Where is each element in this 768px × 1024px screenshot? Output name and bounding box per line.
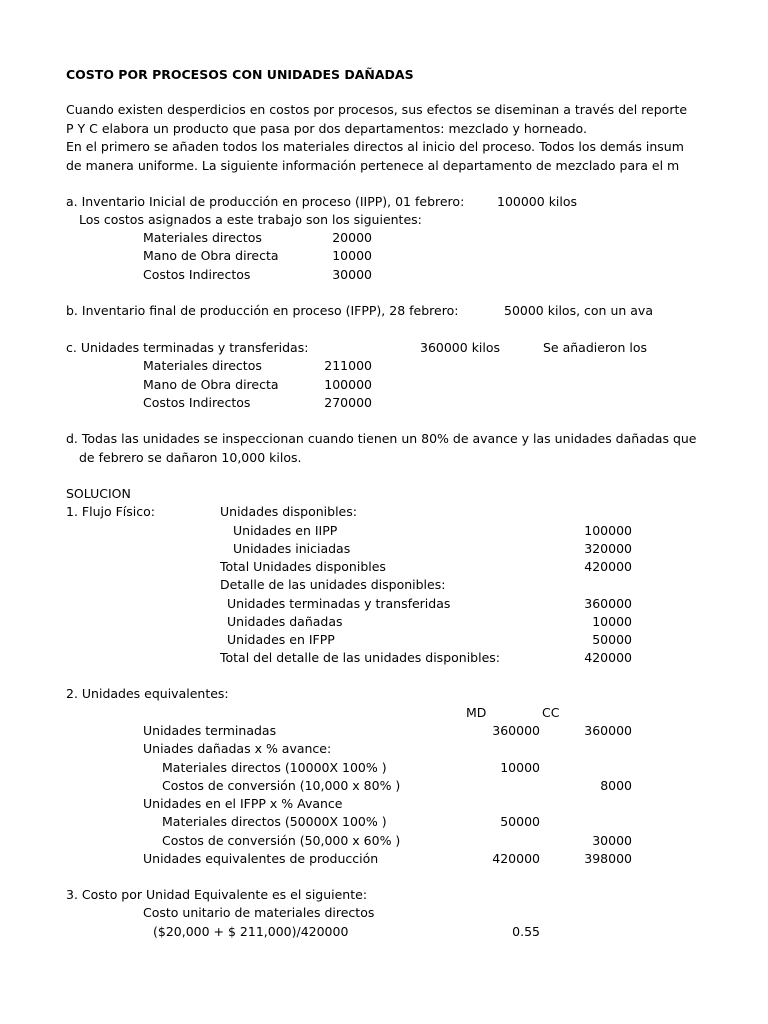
section-c-row-label: Costos Indirectos [143, 395, 251, 410]
section-a-text: a. Inventario Inicial de producción en proceso (IIPP), 01 febrero: [66, 194, 465, 209]
section-c-row-label: Materiales directos [143, 358, 262, 373]
solution-title: SOLUCION [66, 486, 131, 501]
section-c-qty: 360000 kilos [420, 340, 501, 355]
finished-units-value: 360000 [584, 596, 632, 611]
eq-spoiled-label: Uniades dañadas x % avance: [143, 741, 332, 756]
started-units-label: Unidades iniciadas [233, 541, 351, 556]
eq-ifpp-cc-label: Costos de conversión (50,000 x 60% ) [162, 833, 401, 848]
physical-flow-label: 1. Flujo Físico: [66, 504, 155, 519]
ifpp-units-value: 50000 [592, 632, 632, 647]
iipp-units-value: 100000 [584, 523, 632, 538]
total-available-label: Total Unidades disponibles [220, 559, 386, 574]
column-header-cc: CC [542, 705, 560, 720]
section-b-qty: 50000 kilos, con un ava [504, 303, 653, 318]
total-detail-label: Total del detalle de las unidades disponibles: [220, 650, 500, 665]
intro-line-3: En el primero se añaden todos los materiales directos al inicio del proceso. Todos los demás insum [66, 139, 684, 154]
eq-ifpp-label: Unidades en el IFPP x % Avance [143, 796, 343, 811]
section-d-line-2: de febrero se dañaron 10,000 kilos. [79, 450, 302, 465]
started-units-value: 320000 [584, 541, 632, 556]
section-a-row-value: 20000 [332, 230, 372, 245]
column-header-md: MD [466, 705, 487, 720]
intro-line-2: P Y C elabora un producto que pasa por dos departamentos: mezclado y horneado. [66, 121, 587, 136]
detail-label: Detalle de las unidades disponibles: [220, 577, 446, 592]
unit-cost-md-label: Costo unitario de materiales directos [143, 905, 375, 920]
eq-spoiled-cc-value: 8000 [600, 778, 632, 793]
intro-line-1: Cuando existen desperdicios en costos por procesos, sus efectos se diseminan a través del reporte [66, 102, 688, 117]
finished-units-label: Unidades terminadas y transferidas [227, 596, 451, 611]
section-a-row-value: 10000 [332, 248, 372, 263]
total-available-value: 420000 [584, 559, 632, 574]
section-b-text: b. Inventario final de producción en proceso (IFPP), 28 febrero: [66, 303, 459, 318]
section-a-row-label: Costos Indirectos [143, 267, 251, 282]
eq-total-cc: 398000 [584, 851, 632, 866]
section-a-qty: 100000 kilos [497, 194, 578, 209]
section-c-row-value: 211000 [324, 358, 372, 373]
eq-ifpp-md-value: 50000 [500, 814, 540, 829]
eq-spoiled-md-value: 10000 [500, 760, 540, 775]
section-a-row-value: 30000 [332, 267, 372, 282]
eq-spoiled-cc-label: Costos de conversión (10,000 x 80% ) [162, 778, 401, 793]
equivalent-units-title: 2. Unidades equivalentes: [66, 686, 229, 701]
eq-ifpp-cc-value: 30000 [592, 833, 632, 848]
eq-ifpp-md-label: Materiales directos (50000X 100% ) [162, 814, 387, 829]
unit-cost-md-formula: ($20,000 + $ 211,000)/420000 [153, 924, 349, 939]
intro-line-4: de manera uniforme. La siguiente información pertenece al departamento de mezclado para el m [66, 158, 680, 173]
section-c-row-value: 100000 [324, 377, 372, 392]
section-c-text: c. Unidades terminadas y transferidas: [66, 340, 309, 355]
section-a-row-label: Materiales directos [143, 230, 262, 245]
iipp-units-label: Unidades en IIPP [233, 523, 338, 538]
available-units-label: Unidades disponibles: [220, 504, 357, 519]
section-c-row-label: Mano de Obra directa [143, 377, 279, 392]
eq-total-label: Unidades equivalentes de producción [143, 851, 379, 866]
spoiled-units-label: Unidades dañadas [227, 614, 343, 629]
spoiled-units-value: 10000 [592, 614, 632, 629]
total-detail-value: 420000 [584, 650, 632, 665]
unit-cost-title: 3. Costo por Unidad Equivalente es el siguiente: [66, 887, 368, 902]
eq-finished-label: Unidades terminadas [143, 723, 277, 738]
unit-cost-md-value: 0.55 [512, 924, 540, 939]
ifpp-units-label: Unidades en IFPP [227, 632, 335, 647]
eq-total-md: 420000 [492, 851, 540, 866]
section-c-note: Se añadieron los [543, 340, 647, 355]
section-c-row-value: 270000 [324, 395, 372, 410]
section-a-subtitle: Los costos asignados a este trabajo son los siguientes: [79, 212, 422, 227]
section-a-row-label: Mano de Obra directa [143, 248, 279, 263]
page-title: COSTO POR PROCESOS CON UNIDADES DAÑADAS [66, 67, 414, 82]
eq-finished-cc: 360000 [584, 723, 632, 738]
eq-spoiled-md-label: Materiales directos (10000X 100% ) [162, 760, 387, 775]
section-d-line-1: d. Todas las unidades se inspeccionan cuando tienen un 80% de avance y las unidades dañadas que [66, 431, 697, 446]
eq-finished-md: 360000 [492, 723, 540, 738]
